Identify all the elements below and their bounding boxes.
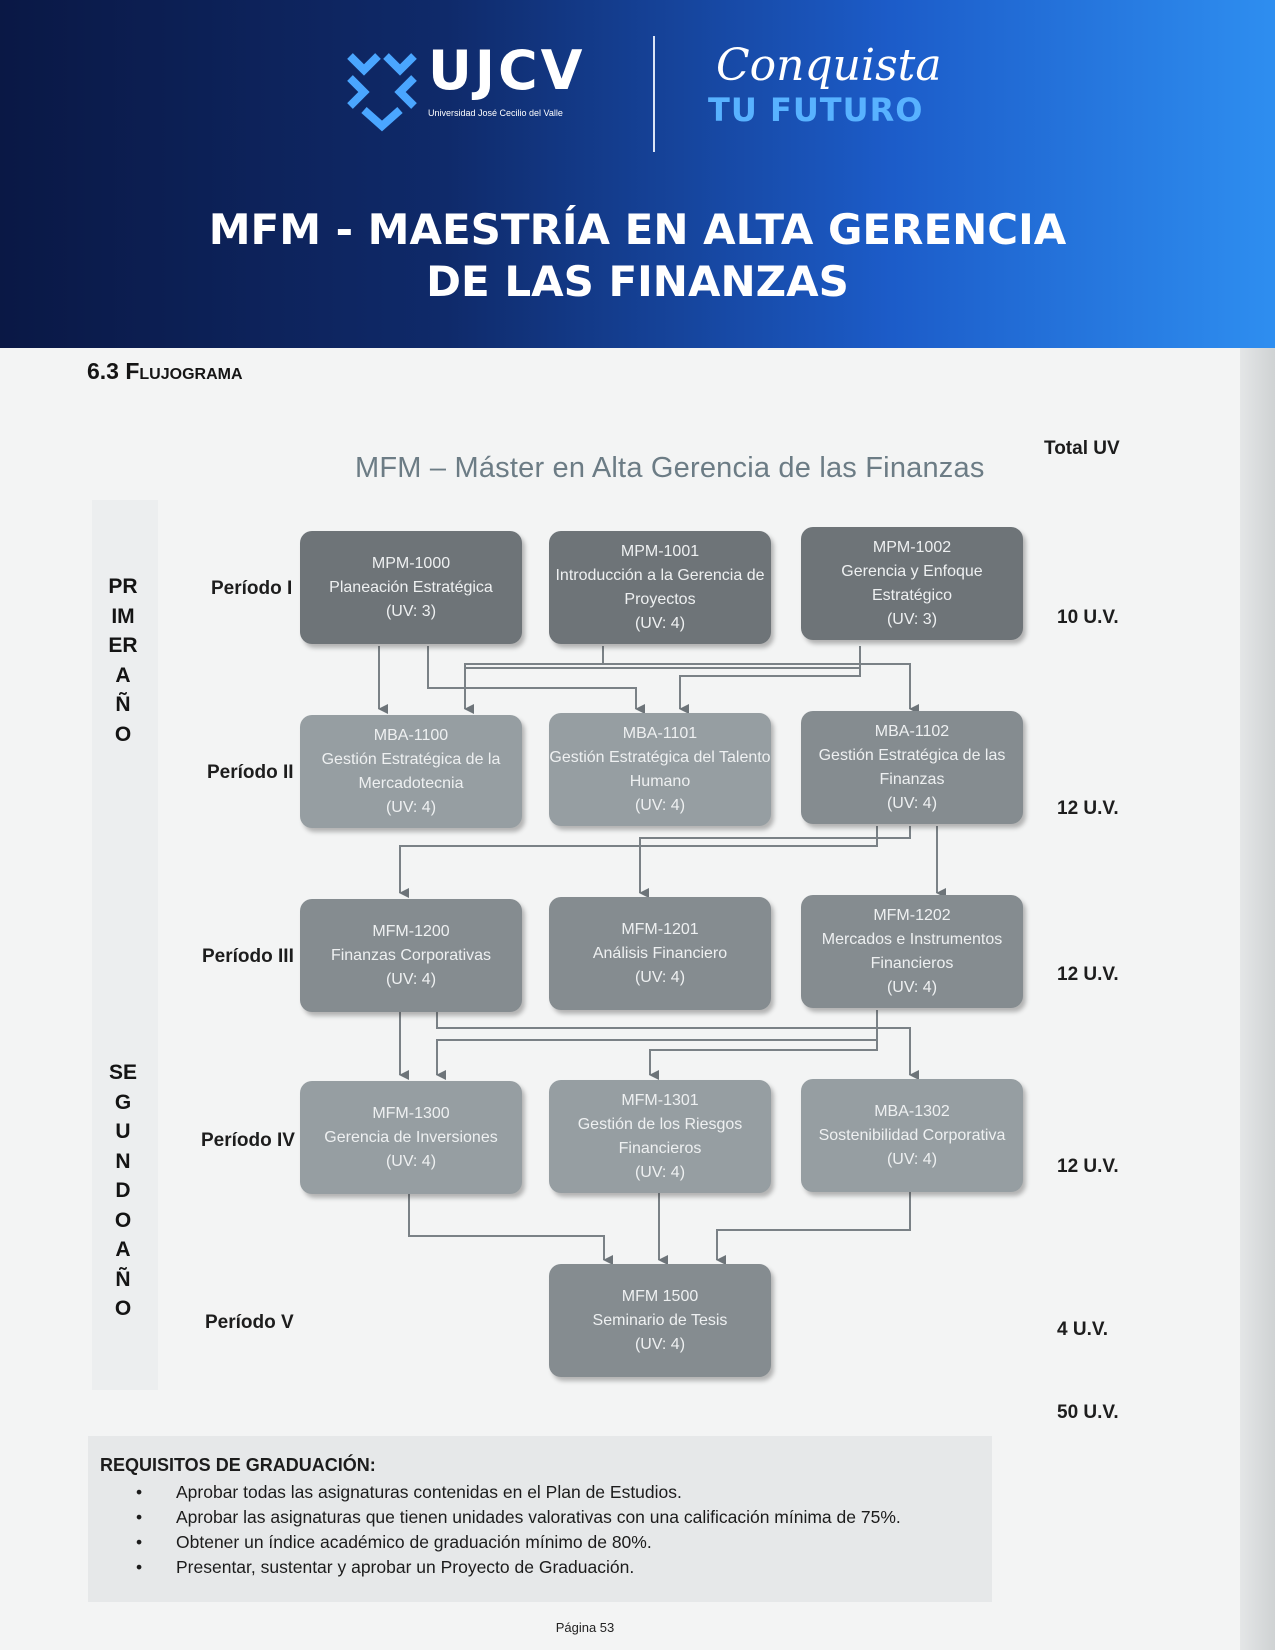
course-code: MFM-1301: [621, 1091, 699, 1109]
course-name: Gestión Estratégica de las Finanzas: [818, 746, 1006, 788]
course-code: MBA-1100: [373, 726, 449, 744]
page-number: Página 53: [555, 1620, 615, 1635]
connector-line: [465, 646, 603, 709]
course-code: MBA-1102: [874, 722, 950, 740]
course-uv: (UV: 4): [634, 968, 686, 986]
course-name: Gestión Estratégica de la Mercadotecnia: [321, 750, 501, 792]
course-box-mfm-1202: [801, 895, 1023, 1008]
course-uv: (UV: 3): [385, 602, 437, 620]
list-item: • Obtener un índice académico de graduación mínimo de 80%.: [136, 1530, 901, 1555]
logo-wordmark: UJCV: [428, 39, 586, 102]
period-uv-3: 12 U.V.: [1057, 964, 1119, 985]
course-uv: (UV: 4): [634, 614, 686, 632]
course-uv: (UV: 3): [886, 610, 938, 628]
connector-line: [650, 1010, 877, 1075]
period-uv-5: 4 U.V.: [1057, 1319, 1109, 1340]
period-label-3: Período III: [202, 946, 294, 967]
course-code: MBA-1101: [622, 724, 698, 742]
course-uv: (UV: 4): [634, 1335, 686, 1353]
course-code: MBA-1302: [874, 1102, 950, 1120]
period-uv-2: 12 U.V.: [1057, 798, 1119, 819]
course-box-mfm-1301: [549, 1080, 771, 1193]
course-uv: (UV: 4): [886, 1150, 938, 1168]
course-name: Análisis Financiero: [592, 944, 728, 962]
course-box-mpm-1002: [801, 527, 1023, 640]
course-uv: (UV: 4): [385, 1152, 437, 1170]
connector-line: [437, 1010, 910, 1075]
course-uv: (UV: 4): [385, 798, 437, 816]
year-label-first: PRIMER AÑO: [108, 575, 138, 746]
course-box-mfm-1300: [300, 1081, 522, 1194]
course-box-mba-1102: [801, 711, 1023, 824]
period-label-4: Período IV: [201, 1130, 295, 1151]
connector-line: [400, 826, 877, 893]
course-name: Gestión de los Riesgos Financieros: [577, 1115, 743, 1157]
connector-line: [680, 646, 860, 709]
course-box-mba-1101: [549, 713, 771, 826]
logo-subtitle: Universidad José Cecilio del Valle: [428, 108, 563, 118]
course-name: Mercados e Instrumentos Financieros: [821, 930, 1003, 972]
course-box-mfm-1200: [300, 899, 522, 1012]
course-code: MFM-1300: [372, 1104, 450, 1122]
course-box-mfm-1500: [549, 1264, 771, 1377]
period-uv-4: 12 U.V.: [1057, 1156, 1119, 1177]
course-name: Finanzas Corporativas: [330, 946, 492, 964]
course-name: Introducción a la Gerencia de Proyectos: [555, 566, 765, 608]
year-label-second: SEGUNDO AÑO: [108, 1061, 137, 1320]
list-item: • Aprobar las asignaturas que tienen unidades valorativas con una calificación mínima de 75%.: [136, 1505, 901, 1530]
tagline: TU FUTURO: [708, 91, 924, 129]
course-code: MFM-1202: [873, 906, 951, 924]
course-uv: (UV: 4): [634, 1163, 686, 1181]
requirements-title: REQUISITOS DE GRADUACIÓN:: [100, 1455, 376, 1475]
course-name: Planeación Estratégica: [329, 578, 493, 596]
page-edge-shadow: [1240, 348, 1275, 1650]
flowchart-title: MFM – Máster en Alta Gerencia de las Finanzas: [355, 452, 985, 484]
course-name: Gerencia y Enfoque Estratégico: [841, 562, 983, 604]
course-box-mba-1302: [801, 1079, 1023, 1192]
connector-line: [428, 646, 636, 709]
course-box-mpm-1000: [300, 531, 522, 644]
period-uv-1: 10 U.V.: [1057, 607, 1119, 628]
course-uv: (UV: 4): [886, 978, 938, 996]
connector-line: [409, 1192, 604, 1260]
title-line-2: DE LAS FINANZAS: [426, 257, 849, 306]
header-divider: [653, 36, 655, 152]
total-uv: 50 U.V.: [1057, 1402, 1119, 1423]
course-code: MFM 1500: [621, 1287, 699, 1305]
section-heading: 6.3 Flujograma: [87, 358, 243, 384]
course-name: Seminario de Tesis: [592, 1311, 728, 1329]
period-label-5: Período V: [205, 1312, 294, 1333]
connector-line: [437, 1040, 877, 1075]
requirements-list: [136, 1480, 901, 1580]
course-name: Sostenibilidad Corporativa: [818, 1126, 1006, 1144]
total-uv-heading: Total UV: [1044, 438, 1120, 459]
course-name: Gerencia de Inversiones: [324, 1128, 498, 1146]
course-name: Gestión Estratégica del Talento Humano: [549, 748, 771, 790]
list-item: • Presentar, sustentar y aprobar un Proyecto de Graduación.: [136, 1555, 901, 1580]
course-uv: (UV: 4): [634, 796, 686, 814]
title-line-1: MFM - MAESTRÍA EN ALTA GERENCIA: [208, 205, 1067, 254]
connector-line: [640, 826, 910, 893]
course-code: MPM-1000: [371, 554, 451, 572]
course-box-mpm-1001: [549, 531, 771, 644]
course-uv: (UV: 4): [385, 970, 437, 988]
connector-line: [717, 1192, 910, 1260]
connector-line: [603, 664, 910, 709]
course-code: MPM-1001: [620, 542, 700, 560]
tagline-script: Conquista: [716, 40, 942, 91]
period-label-1: Período I: [211, 578, 293, 599]
list-item: • Aprobar todas las asignaturas contenidas en el Plan de Estudios.: [136, 1480, 901, 1505]
course-box-mfm-1201: [549, 897, 771, 1010]
ujcv-logo-icon: [346, 48, 418, 132]
course-uv: (UV: 4): [886, 794, 938, 812]
course-code: MPM-1002: [872, 538, 952, 556]
course-code: MFM-1200: [372, 922, 450, 940]
period-label-2: Período II: [207, 762, 294, 783]
course-box-mba-1100: [300, 715, 522, 828]
document-title: [0, 204, 1275, 308]
course-code: MFM-1201: [621, 920, 699, 938]
